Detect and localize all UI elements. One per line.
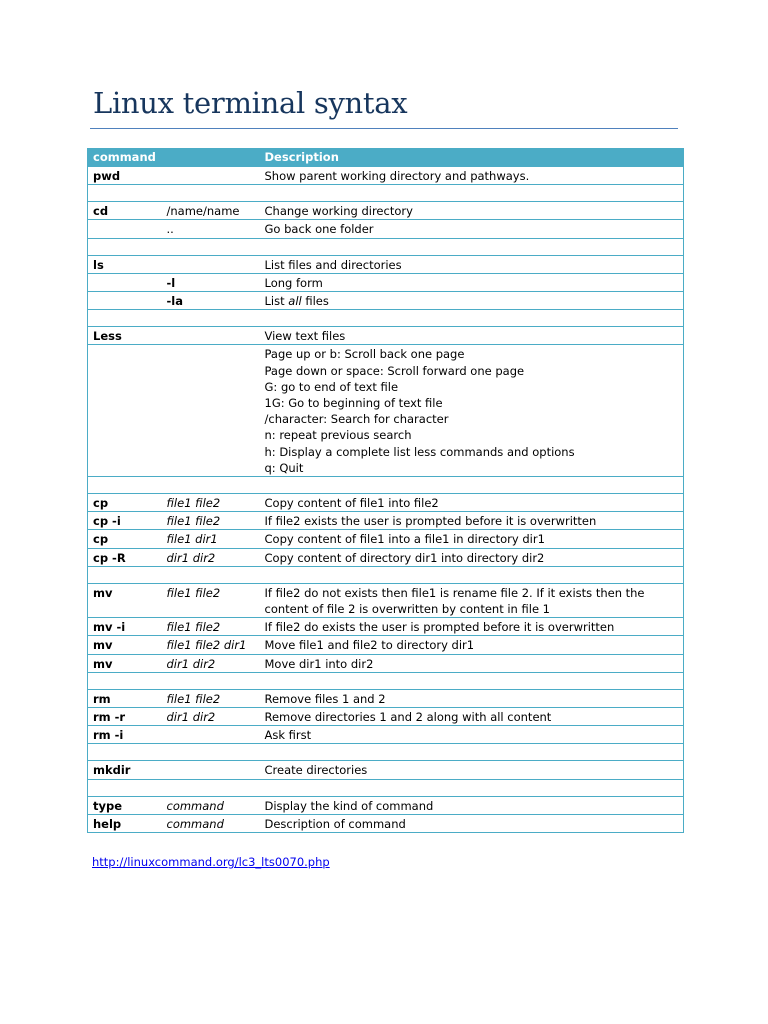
- description-line: If file2 exists the user is prompted before it is overwritten: [264, 514, 597, 529]
- description-line: 1G: Go to beginning of text file: [264, 396, 443, 411]
- argument-cell: ..: [162, 220, 260, 238]
- argument-cell: file1 file2: [162, 618, 260, 636]
- table-row: [88, 636, 684, 654]
- description-line: Copy content of directory dir1 into directory dir2: [264, 550, 545, 565]
- command-cell: cd: [88, 202, 162, 220]
- description-cell: [260, 530, 684, 548]
- spacer-cell: [260, 744, 684, 761]
- command-cell: cp: [88, 494, 162, 512]
- argument-cell: dir1 dir2: [162, 654, 260, 672]
- description-cell: [260, 761, 684, 779]
- description-line: Show parent working directory and pathways.: [264, 169, 530, 183]
- argument-cell: /name/name: [162, 202, 260, 220]
- description-emphasis: all: [288, 294, 302, 309]
- argument-cell: command: [162, 796, 260, 814]
- table-row: [88, 255, 684, 273]
- page-title: Linux terminal syntax: [93, 86, 408, 120]
- description-line: content of file 2 is overwritten by content in file 1: [264, 602, 550, 617]
- table-row: [88, 345, 684, 477]
- table-row: [88, 512, 684, 530]
- description-line: Go back one folder: [264, 222, 374, 237]
- argument-cell: file1 file2: [162, 689, 260, 707]
- description-cell: [260, 796, 684, 814]
- spacer-cell: [260, 477, 684, 494]
- table-row: [88, 167, 684, 185]
- description-line: /character: Search for character: [264, 412, 449, 427]
- description-cell: [260, 255, 684, 273]
- table-row: [88, 220, 684, 238]
- table-row: [88, 202, 684, 220]
- spacer-cell: [260, 185, 684, 202]
- command-cell: type: [88, 796, 162, 814]
- spacer-cell: [88, 477, 162, 494]
- spacer-cell: [162, 566, 260, 583]
- description-line: Ask first: [264, 728, 312, 743]
- command-cell: [88, 345, 162, 477]
- command-cell: rm -i: [88, 726, 162, 744]
- table-row: [88, 708, 684, 726]
- spacer-cell: [162, 185, 260, 202]
- spacer-cell: [260, 238, 684, 255]
- command-cell: pwd: [88, 167, 162, 185]
- table-row: [88, 814, 684, 832]
- description-cell: [260, 292, 684, 310]
- command-cell: cp -R: [88, 548, 162, 566]
- table-spacer-row: [88, 672, 684, 689]
- description-line: List files and directories: [264, 257, 402, 272]
- command-cell: ls: [88, 255, 162, 273]
- spacer-cell: [162, 238, 260, 255]
- description-line: View text files: [264, 329, 346, 344]
- table-spacer-row: [88, 566, 684, 583]
- table-row: [88, 548, 684, 566]
- argument-cell: -la: [162, 292, 260, 310]
- description-line: n: repeat previous search: [264, 428, 412, 443]
- description-cell: [260, 726, 684, 744]
- command-cell: mv -i: [88, 618, 162, 636]
- description-line: Long form: [264, 275, 323, 290]
- description-cell: [260, 583, 684, 617]
- spacer-cell: [88, 238, 162, 255]
- command-cell: help: [88, 814, 162, 832]
- spacer-cell: [88, 185, 162, 202]
- argument-cell: file1 file2: [162, 494, 260, 512]
- title-underline: [90, 128, 678, 129]
- argument-cell: file1 dir1: [162, 530, 260, 548]
- spacer-cell: [162, 779, 260, 796]
- command-table: [87, 148, 684, 833]
- argument-cell: [162, 255, 260, 273]
- command-cell: mkdir: [88, 761, 162, 779]
- table-row: [88, 292, 684, 310]
- description-cell: [260, 327, 684, 345]
- description-line: Display the kind of command: [264, 798, 434, 813]
- command-cell: mv: [88, 636, 162, 654]
- table-row: [88, 327, 684, 345]
- description-cell: [260, 636, 684, 654]
- table-spacer-row: [88, 477, 684, 494]
- table-row: [88, 796, 684, 814]
- description-cell: [260, 494, 684, 512]
- description-line: Change working directory: [264, 204, 413, 219]
- argument-cell: file1 file2 dir1: [162, 636, 260, 654]
- argument-cell: dir1 dir2: [162, 548, 260, 566]
- argument-cell: [162, 726, 260, 744]
- spacer-cell: [162, 672, 260, 689]
- spacer-cell: [88, 672, 162, 689]
- command-cell: cp: [88, 530, 162, 548]
- description-line: h: Display a complete list less commands and options: [264, 444, 575, 459]
- argument-cell: [162, 327, 260, 345]
- argument-cell: -l: [162, 273, 260, 291]
- table-spacer-row: [88, 238, 684, 255]
- spacer-cell: [88, 310, 162, 327]
- description-cell: [260, 273, 684, 291]
- spacer-cell: [260, 779, 684, 796]
- description-cell: [260, 548, 684, 566]
- argument-cell: [162, 167, 260, 185]
- spacer-cell: [162, 477, 260, 494]
- description-line: If file2 do not exists then file1 is rename file 2. If it exists then the: [264, 585, 645, 600]
- table-row: [88, 273, 684, 291]
- table-spacer-row: [88, 744, 684, 761]
- argument-cell: [162, 761, 260, 779]
- spacer-cell: [88, 744, 162, 761]
- argument-cell: [162, 345, 260, 477]
- description-cell: [260, 654, 684, 672]
- table-row: [88, 761, 684, 779]
- command-cell: [88, 220, 162, 238]
- description-line: Page down or space: Scroll forward one page: [264, 363, 525, 378]
- description-line: Description of command: [264, 816, 406, 831]
- description-cell: [260, 345, 684, 477]
- description-line: Move dir1 into dir2: [264, 656, 374, 671]
- argument-cell: file1 file2: [162, 583, 260, 617]
- table-row: [88, 583, 684, 617]
- header-command: command: [88, 149, 162, 167]
- table-header-row: [88, 149, 684, 167]
- description-cell: [260, 220, 684, 238]
- table-row: [88, 726, 684, 744]
- header-argument: [162, 149, 260, 167]
- description-cell: [260, 202, 684, 220]
- description-line: Remove directories 1 and 2 along with all content: [264, 710, 552, 725]
- header-description: Description: [260, 149, 684, 167]
- table-row: [88, 618, 684, 636]
- table-row: [88, 689, 684, 707]
- reference-link[interactable]: http://linuxcommand.org/lc3_lts0070.php: [92, 855, 330, 869]
- table-spacer-row: [88, 185, 684, 202]
- description-cell: [260, 708, 684, 726]
- description-cell: [260, 167, 684, 185]
- command-cell: mv: [88, 654, 162, 672]
- command-cell: cp -i: [88, 512, 162, 530]
- argument-cell: command: [162, 814, 260, 832]
- table-spacer-row: [88, 310, 684, 327]
- table-spacer-row: [88, 779, 684, 796]
- description-text: files: [301, 294, 329, 309]
- spacer-cell: [88, 566, 162, 583]
- description-cell: [260, 814, 684, 832]
- description-line: q: Quit: [264, 460, 304, 475]
- command-cell: [88, 273, 162, 291]
- description-line: Create directories: [264, 763, 368, 778]
- table-row: [88, 530, 684, 548]
- description-cell: [260, 512, 684, 530]
- command-cell: [88, 292, 162, 310]
- description-cell: [260, 689, 684, 707]
- command-cell: rm: [88, 689, 162, 707]
- description-line: Copy content of file1 into file2: [264, 496, 439, 511]
- description-line: Remove files 1 and 2: [264, 691, 386, 706]
- spacer-cell: [260, 672, 684, 689]
- spacer-cell: [162, 310, 260, 327]
- command-cell: Less: [88, 327, 162, 345]
- description-line: Page up or b: Scroll back one page: [264, 347, 465, 362]
- spacer-cell: [260, 566, 684, 583]
- description-line: G: go to end of text file: [264, 379, 399, 394]
- command-cell: rm -r: [88, 708, 162, 726]
- command-cell: mv: [88, 583, 162, 617]
- description-text: List: [264, 294, 289, 309]
- description-line: If file2 do exists the user is prompted before it is overwritten: [264, 620, 615, 635]
- table-body: [88, 167, 684, 833]
- description-line: Move file1 and file2 to directory dir1: [264, 638, 475, 653]
- spacer-cell: [88, 779, 162, 796]
- table-row: [88, 494, 684, 512]
- spacer-cell: [162, 744, 260, 761]
- description-cell: [260, 618, 684, 636]
- argument-cell: dir1 dir2: [162, 708, 260, 726]
- table-row: [88, 654, 684, 672]
- argument-cell: file1 file2: [162, 512, 260, 530]
- description-line: Copy content of file1 into a file1 in directory dir1: [264, 532, 545, 547]
- spacer-cell: [260, 310, 684, 327]
